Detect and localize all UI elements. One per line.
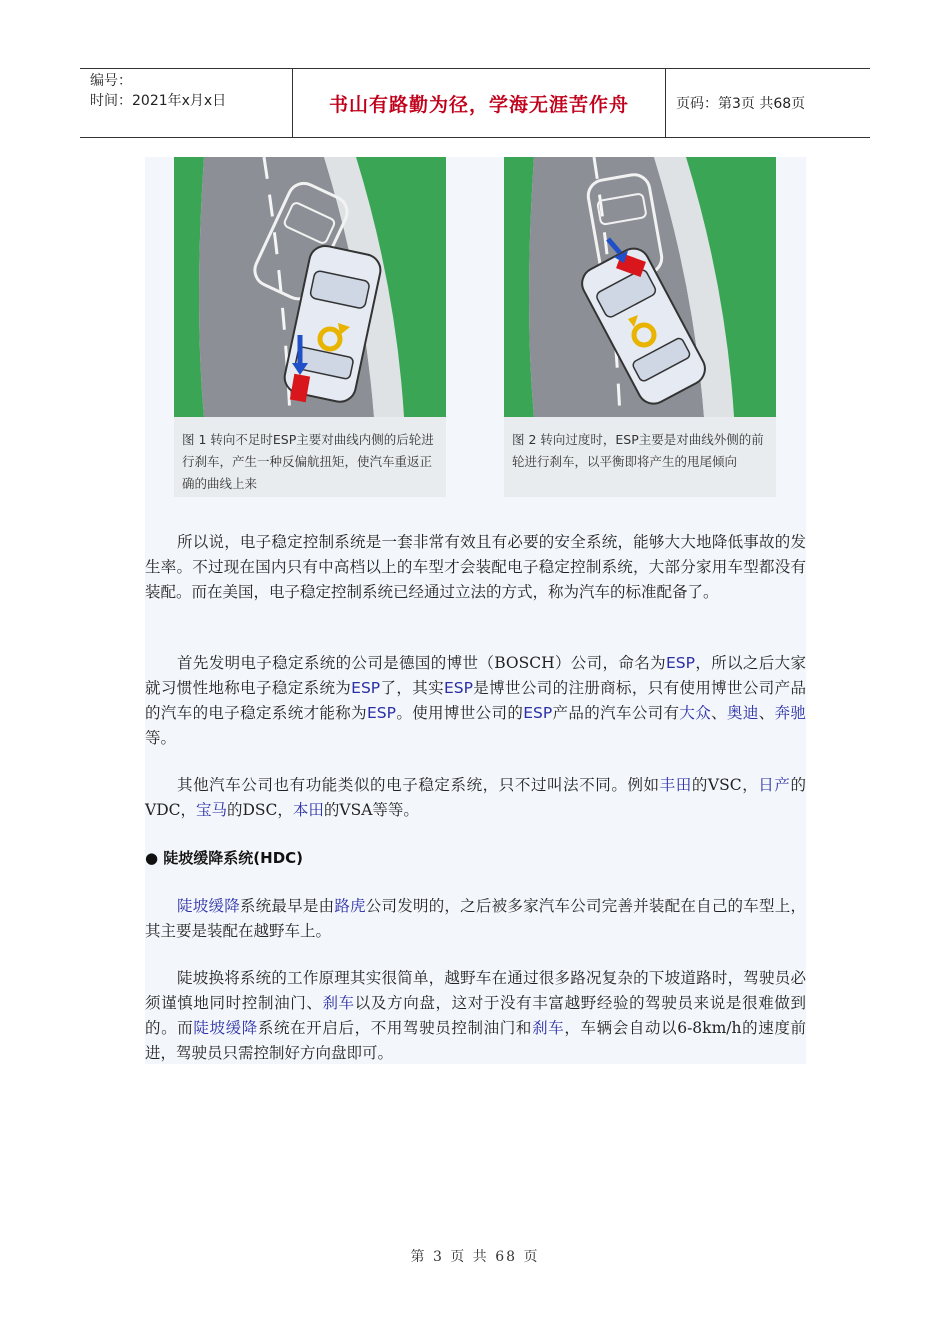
link-esp[interactable]: ESP <box>367 704 396 722</box>
link-benz[interactable]: 奔驰 <box>774 704 806 722</box>
link-brake[interactable]: 刹车 <box>532 1019 565 1037</box>
link-brake[interactable]: 刹车 <box>322 994 355 1012</box>
caption-understeer: 图 1 转向不足时ESP主要对曲线内侧的后轮进行刹车，产生一种反偏航扭矩，使汽车重返正确的曲线上来 <box>182 432 434 491</box>
paragraph-hdc-origin: 陡坡缓降系统最早是由路虎公司发明的，之后被多家汽车公司完善并装配在自己的车型上，其主要是装配在越野车上。 <box>145 897 806 940</box>
paragraph-esp-importance: 所以说，电子稳定控制系统是一套非常有效且有必要的安全系统，能够大大地降低事故的发生率。不过现在国内只有中高档以上的车型才会装配电子稳定控制系统，大部分家用车型都没有装配。而在美国，电子稳定控制系统已经通过立法的方式，称为汽车的标准配备了。 <box>145 533 806 601</box>
link-esp[interactable]: ESP <box>665 654 695 672</box>
figure-panel-oversteer <box>504 157 776 497</box>
link-esp[interactable]: ESP <box>523 704 553 722</box>
footer-page-number: 第 3 页 共 68 页 <box>410 1249 540 1265</box>
paragraph-hdc-principle: 陡坡换将系统的工作原理其实很简单，越野车在通过很多路况复杂的下坡道路时，驾驶员必须谨慎地同时控制油门、刹车以及方向盘，这对于没有丰富越野经验的驾驶员来说是很难做到的。而陡坡缓降系统在开启后，不用驾驶员控制油门和刹车，车辆会自动以6-8km/h的速度前进，驾驶员只需控制好方向盘即可。 <box>145 969 806 1062</box>
figure-panel-understeer <box>174 157 446 497</box>
date-label: 时间：2021年x月x日 <box>90 93 227 109</box>
link-hdc[interactable]: 陡坡缓降 <box>177 897 240 915</box>
link-land-rover[interactable]: 路虎 <box>334 897 366 915</box>
link-honda[interactable]: 本田 <box>292 801 324 819</box>
paragraph-other-brands: 其他汽车公司也有功能类似的电子稳定系统，只不过叫法不同。例如丰田的VSC，日产的VDC，宝马的DSC，本田的VSA等等。 <box>145 776 806 819</box>
link-toyota[interactable]: 丰田 <box>659 776 692 794</box>
motto: 书山有路勤为径，学海无涯苦作舟 <box>292 69 666 137</box>
link-bmw[interactable]: 宝马 <box>195 801 227 819</box>
link-esp[interactable]: ESP <box>351 679 381 697</box>
paragraph-esp-origin: 首先发明电子稳定系统的公司是德国的博世（BOSCH）公司，命名为ESP，所以之后大家就习惯性地称电子稳定系统为ESP了，其实ESP是博世公司的注册商标，只有使用博世公司产品的汽车的电子稳定系统才能称为ESP。使用博世公司的ESP产品的汽车公司有大众、奥迪、奔驰等。 <box>145 654 806 747</box>
esp-figure <box>174 157 776 497</box>
link-nissan[interactable]: 日产 <box>758 776 791 794</box>
section-title-hdc: ● 陡坡缓降系统(HDC) <box>145 849 304 867</box>
page-info: 页码：第3页 共68页 <box>676 96 806 112</box>
header-meta <box>80 69 292 137</box>
link-audi[interactable]: 奥迪 <box>726 704 759 722</box>
header-table <box>80 68 870 138</box>
caption-oversteer: 图 2 转向过度时，ESP主要是对曲线外侧的前轮进行刹车，以平衡即将产生的甩尾倾向 <box>512 432 764 469</box>
link-hdc[interactable]: 陡坡缓降 <box>193 1019 258 1037</box>
link-esp[interactable]: ESP <box>443 679 473 697</box>
serial-label: 编号： <box>90 73 132 89</box>
link-volkswagen[interactable]: 大众 <box>679 704 712 722</box>
